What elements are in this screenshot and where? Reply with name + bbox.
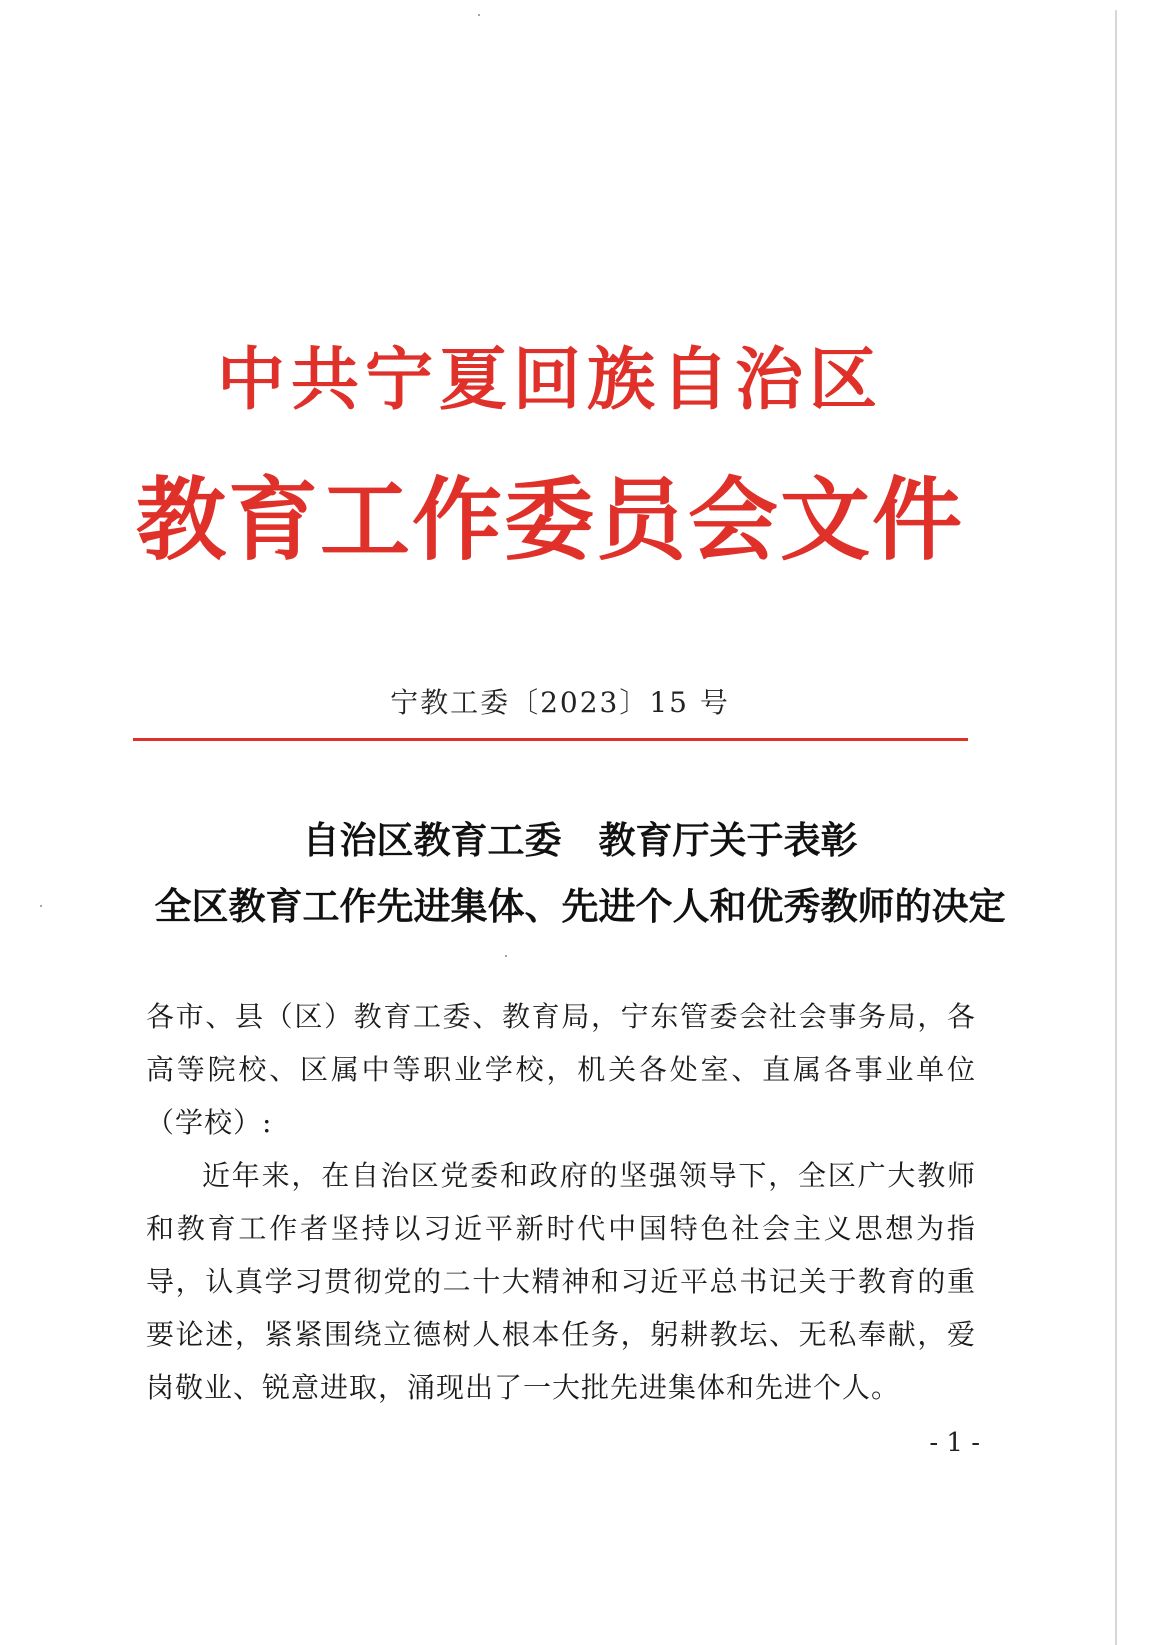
scan-speck xyxy=(478,14,480,16)
red-divider-line xyxy=(133,738,968,741)
scan-speck xyxy=(40,905,42,907)
document-number: 宁教工委〔2023〕15 号 xyxy=(390,686,730,719)
document-title-line2: 全区教育工作先进集体、先进个人和优秀教师的决定 xyxy=(154,884,1006,928)
issuer-heading-line1: 中共宁夏回族自治区 xyxy=(216,340,883,420)
issuer-heading-line2: 教育工作委员会文件 xyxy=(136,467,964,573)
recipients-paragraph: 各市、县（区）教育工委、教育局，宁东管委会社会事务局，各高等院校、区属中等职业学校，机关各处室、直属各事业单位（学校）: xyxy=(146,1000,976,1139)
page-number: - 1 - xyxy=(929,1428,980,1458)
document-title-line1: 自治区教育工委 教育厅关于表彰 xyxy=(302,818,858,862)
scan-speck xyxy=(505,955,507,957)
document-body xyxy=(146,990,976,1414)
document-page xyxy=(0,10,1117,1645)
body-paragraph-1: 近年来，在自治区党委和政府的坚强领导下，全区广大教师和教育工作者坚持以习近平新时代中国特色社会主义思想为指导，认真学习贯彻党的二十大精神和习近平总书记关于教育的重要论述，紧紧围绕立德树人根本任务，躬耕教坛、无私奉献，爱岗敬业、锐意进取，涌现出了一大批先进集体和先进个人。 xyxy=(146,1159,976,1404)
